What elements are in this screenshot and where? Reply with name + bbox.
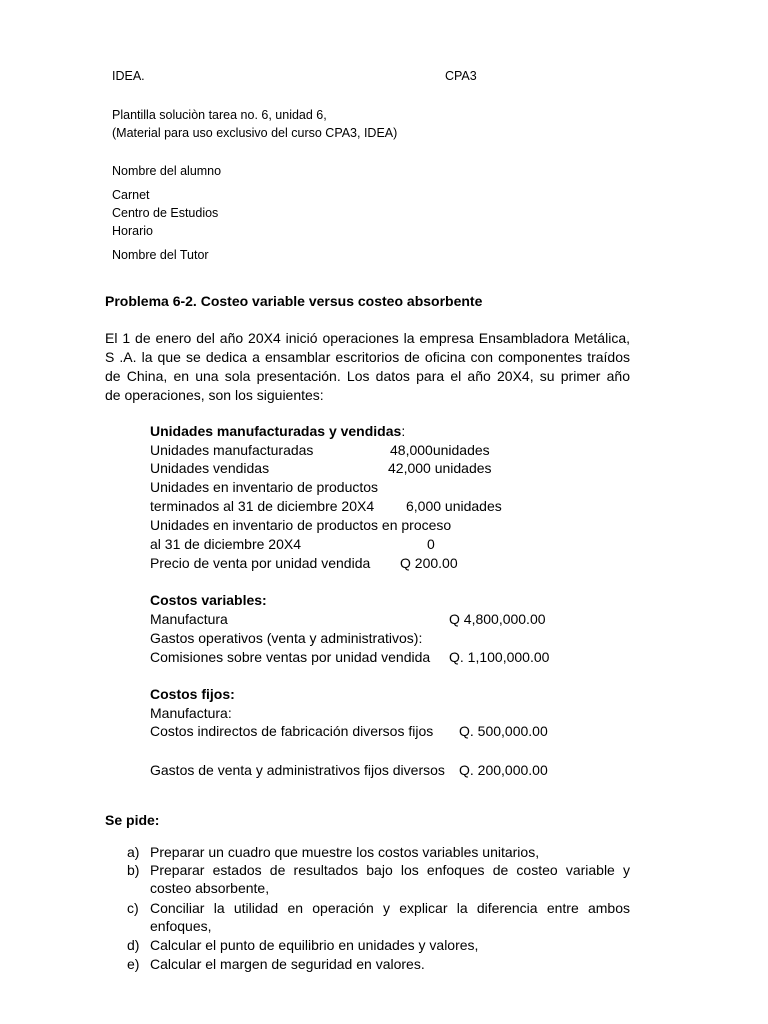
intro-line: de China, en una sola presentación. Los datos para el año 20X4, su primer año [105,368,630,384]
requirements-heading: Se pide: [105,812,160,828]
template-line-2: (Material para uso exclusivo del curso CPA3, IDEA) [112,126,398,140]
problem-title: Problema 6-2. Costeo variable versus costeo absorbente [105,293,483,309]
finished-inventory-label-1: Unidades en inventario de productos [150,479,379,495]
intro-line: El 1 de enero del año 20X4 inició operaciones la empresa Ensambladora Metálica, [105,330,630,346]
variable-operating-label: Gastos operativos (venta y administrativos): [150,630,423,646]
sold-label: Unidades vendidas [150,460,270,476]
requirement-line: Preparar estados de resultados bajo los enfoques de costeo variable y [150,862,630,878]
units-heading-text: Unidades manufacturadas y vendidas [150,423,402,439]
commissions-value: Q. 1,100,000.00 [449,649,550,665]
finished-inventory-label-2: terminados al 31 de diciembre 20X4 [150,498,375,514]
units-heading-colon: : [401,423,406,439]
intro-line: S .A. la que se dedica a ensamblar escritorios de oficina con componentes traídos [105,349,630,365]
wip-inventory-label-1: Unidades en inventario de productos en proceso [150,517,452,533]
requirement-item [150,843,630,861]
requirement-item [150,936,630,954]
wip-inventory-value: 0 [427,536,435,552]
requirement-line: Calcular el punto de equilibrio en unidades y valores, [150,937,479,953]
template-line-1: Plantilla soluciòn tarea no. 6, unidad 6, [112,108,327,122]
requirement-item [150,899,630,935]
fixed-selling-admin-value: Q. 200,000.00 [459,762,548,778]
intro-line: de operaciones, son los siguientes: [105,387,324,403]
requirement-line: enfoques, [150,918,212,934]
field-study-center: Centro de Estudios [112,206,219,220]
manufactured-label: Unidades manufacturadas [150,442,314,458]
price-value: Q 200.00 [400,555,458,571]
units-heading [150,422,405,440]
finished-inventory-value: 6,000 unidades [406,498,502,514]
requirement-line: costeo absorbente, [150,880,270,896]
requirement-item [150,955,630,973]
field-schedule: Horario [112,224,153,238]
requirement-marker: c) [127,900,139,916]
header-right: CPA3 [445,69,477,83]
fixed-overhead-label: Costos indirectos de fabricación diversos fijos [150,723,434,739]
fixed-manufacturing-label: Manufactura: [150,705,232,721]
problem-intro [105,329,630,405]
requirement-item [150,861,630,897]
sold-value: 42,000 unidades [388,460,492,476]
field-carnet: Carnet [112,188,150,202]
fixed-overhead-value: Q. 500,000.00 [459,723,548,739]
commissions-label: Comisiones sobre ventas por unidad vendida [150,649,431,665]
variable-manufacturing-label: Manufactura [150,611,228,627]
wip-inventory-label-2: al 31 de diciembre 20X4 [150,536,301,552]
requirement-line: Preparar un cuadro que muestre los costos variables unitarios, [150,844,540,860]
requirement-line: Conciliar la utilidad en operación y explicar la diferencia entre ambos [150,900,630,916]
requirement-marker: d) [127,937,140,953]
price-label: Precio de venta por unidad vendida [150,555,371,571]
field-student-name: Nombre del alumno [112,164,222,178]
variable-manufacturing-value: Q 4,800,000.00 [449,611,546,627]
requirement-marker: a) [127,844,140,860]
requirement-marker: e) [127,956,140,972]
variable-costs-heading: Costos variables: [150,592,267,608]
fixed-selling-admin-label: Gastos de venta y administrativos fijos diversos [150,762,445,778]
header-left: IDEA. [112,69,145,83]
field-tutor-name: Nombre del Tutor [112,248,209,262]
manufactured-value: 48,000unidades [390,442,490,458]
fixed-costs-heading: Costos fijos: [150,686,235,702]
requirement-line: Calcular el margen de seguridad en valores. [150,956,425,972]
requirement-marker: b) [127,862,140,878]
